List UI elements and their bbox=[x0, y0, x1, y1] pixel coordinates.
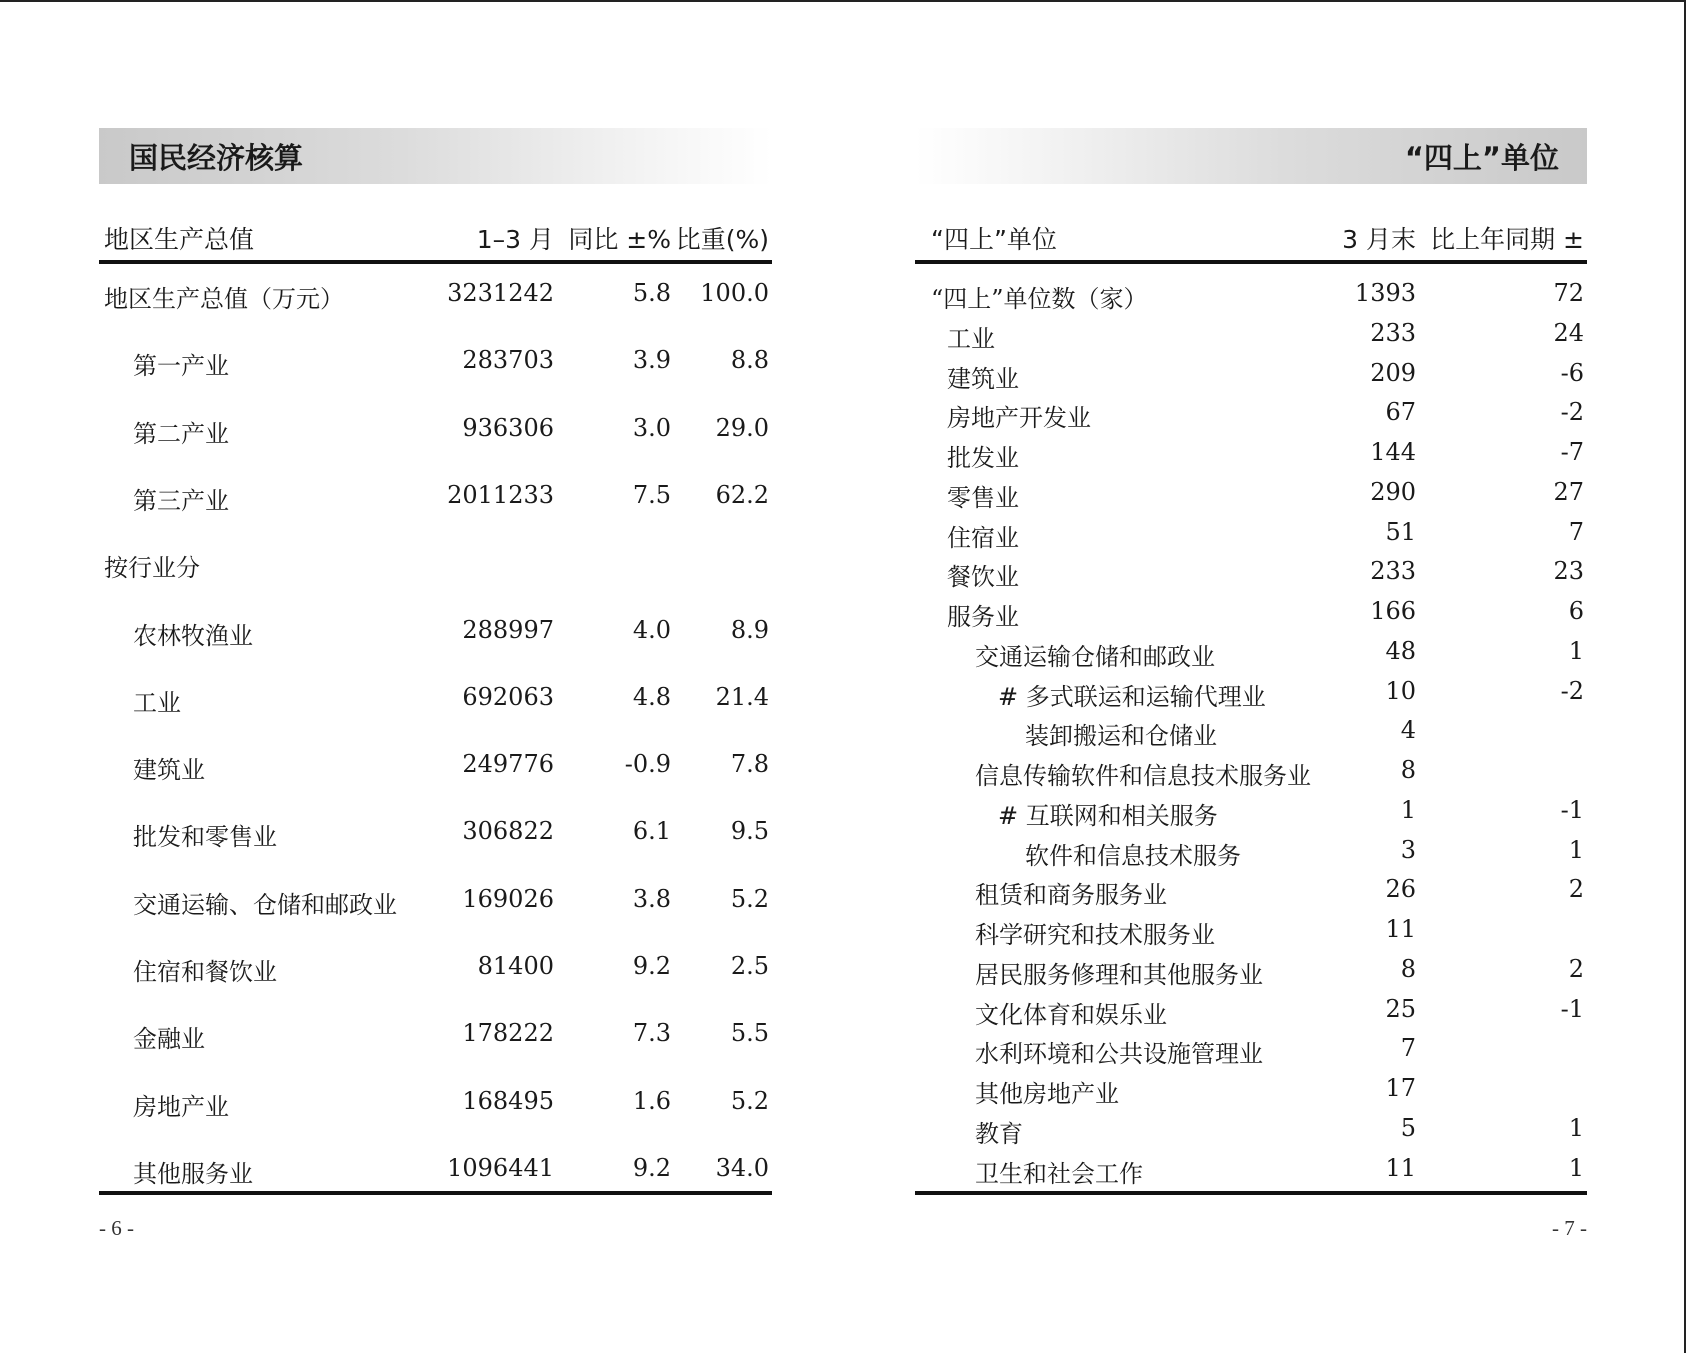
row-label: 工业 bbox=[133, 688, 181, 717]
row-label: 住宿和餐饮业 bbox=[133, 958, 277, 986]
row-count: 11 bbox=[1385, 915, 1416, 943]
row-label: 第二产业 bbox=[133, 419, 229, 448]
row-diff: 1 bbox=[1568, 1113, 1584, 1142]
row-yoy: 3.0 bbox=[632, 413, 671, 442]
row-label: 零售业 bbox=[947, 483, 1019, 512]
row-count: 7 bbox=[1400, 1034, 1416, 1063]
row-diff: 1 bbox=[1568, 835, 1584, 864]
row-label: 第三产业 bbox=[133, 486, 229, 515]
header-yoy: 同比 ±% bbox=[568, 225, 671, 254]
section-title: “四上”单位 bbox=[1404, 140, 1559, 175]
row-share: 7.8 bbox=[730, 750, 769, 779]
row-label: 租赁和商务服务业 bbox=[975, 881, 1167, 910]
row-label: 建筑业 bbox=[947, 364, 1019, 393]
row-diff: -1 bbox=[1560, 795, 1584, 824]
header-name: “四上”单位 bbox=[931, 225, 1057, 254]
row-share: 5.2 bbox=[730, 1086, 769, 1115]
row-label: 文化体育和娱乐业 bbox=[975, 1000, 1167, 1029]
header-diff: 比上年同期 ± bbox=[1430, 225, 1584, 254]
row-label: 科学研究和技术服务业 bbox=[975, 921, 1215, 949]
page-number: - 7 - bbox=[1552, 1216, 1587, 1240]
row-count: 11 bbox=[1385, 1153, 1416, 1182]
row-count: 48 bbox=[1385, 636, 1416, 665]
row-count: 10 bbox=[1385, 676, 1416, 705]
row-diff: -2 bbox=[1560, 676, 1584, 705]
row-share: 8.8 bbox=[730, 346, 769, 375]
section-banner-left bbox=[99, 128, 772, 184]
row-label: 工业 bbox=[947, 324, 995, 353]
row-yoy: 3.8 bbox=[632, 884, 671, 913]
row-diff: 1 bbox=[1568, 636, 1584, 665]
row-share: 62.2 bbox=[715, 480, 769, 509]
row-label: 其他房地产业 bbox=[975, 1080, 1119, 1108]
header-count: 3 月末 bbox=[1342, 225, 1416, 254]
row-label: 批发业 bbox=[947, 444, 1019, 472]
row-count: 144 bbox=[1370, 438, 1416, 466]
row-label: 按行业分 bbox=[104, 554, 200, 583]
row-share: 29.0 bbox=[715, 413, 769, 442]
row-value: 3231242 bbox=[447, 279, 554, 307]
row-share: 9.5 bbox=[730, 817, 769, 846]
row-label: 第一产业 bbox=[133, 352, 229, 381]
row-yoy: -0.9 bbox=[624, 750, 671, 779]
row-share: 5.5 bbox=[730, 1019, 769, 1048]
row-label: 房地产业 bbox=[133, 1092, 229, 1121]
row-value: 692063 bbox=[462, 682, 554, 711]
row-label: 装卸搬运和仓储业 bbox=[1025, 722, 1217, 751]
row-yoy: 9.2 bbox=[632, 1153, 671, 1182]
row-value: 1096441 bbox=[447, 1153, 554, 1182]
row-count: 17 bbox=[1385, 1074, 1416, 1102]
row-label: 卫生和社会工作 bbox=[975, 1159, 1143, 1188]
row-count: 1 bbox=[1400, 795, 1416, 824]
page-number: - 6 - bbox=[99, 1216, 134, 1240]
row-diff: -1 bbox=[1560, 994, 1584, 1023]
row-count: 26 bbox=[1385, 875, 1416, 904]
row-diff: 24 bbox=[1553, 318, 1584, 347]
row-value: 283703 bbox=[462, 346, 554, 375]
row-count: 5 bbox=[1400, 1113, 1416, 1142]
row-yoy: 3.9 bbox=[632, 346, 671, 375]
row-yoy: 1.6 bbox=[632, 1086, 671, 1115]
row-label: 批发和零售业 bbox=[133, 823, 277, 852]
row-value: 249776 bbox=[462, 750, 554, 779]
row-label: 居民服务修理和其他服务业 bbox=[975, 960, 1263, 989]
row-yoy: 4.0 bbox=[632, 615, 671, 644]
units-table-header bbox=[915, 214, 1587, 264]
row-count: 25 bbox=[1385, 994, 1416, 1023]
row-count: 4 bbox=[1400, 716, 1416, 745]
row-label: 服务业 bbox=[947, 603, 1019, 631]
row-label: 农林牧渔业 bbox=[133, 621, 253, 650]
row-label: 地区生产总值（万元） bbox=[104, 285, 344, 313]
row-count: 209 bbox=[1370, 358, 1416, 387]
row-label: 金融业 bbox=[133, 1025, 205, 1054]
row-yoy: 7.3 bbox=[632, 1019, 671, 1048]
row-yoy: 7.5 bbox=[632, 480, 671, 509]
row-diff: -6 bbox=[1560, 358, 1584, 387]
row-count: 166 bbox=[1370, 597, 1416, 625]
section-title: 国民经济核算 bbox=[129, 140, 304, 175]
row-share: 21.4 bbox=[715, 682, 769, 711]
row-label: 住宿业 bbox=[947, 523, 1019, 552]
header-share: 比重(%) bbox=[675, 225, 769, 254]
row-label: 水利环境和公共设施管理业 bbox=[975, 1040, 1263, 1069]
row-label: 软件和信息技术服务 bbox=[1025, 841, 1241, 870]
top-border bbox=[0, 0, 1686, 2]
row-count: 290 bbox=[1370, 477, 1416, 506]
row-share: 5.2 bbox=[730, 884, 769, 913]
row-yoy: 6.1 bbox=[632, 817, 671, 846]
row-label: “四上”单位数（家） bbox=[931, 285, 1148, 313]
row-label: 建筑业 bbox=[133, 756, 205, 785]
row-diff: 2 bbox=[1568, 954, 1584, 983]
row-value: 306822 bbox=[462, 817, 554, 846]
row-share: 8.9 bbox=[730, 615, 769, 644]
row-diff: 23 bbox=[1553, 557, 1584, 586]
row-diff: 27 bbox=[1553, 477, 1584, 506]
row-count: 8 bbox=[1400, 954, 1416, 983]
gdp-table-header bbox=[99, 214, 772, 264]
row-value: 81400 bbox=[477, 952, 554, 980]
row-yoy: 5.8 bbox=[632, 279, 671, 307]
row-share: 34.0 bbox=[715, 1153, 769, 1182]
row-label: 交通运输仓储和邮政业 bbox=[975, 642, 1215, 671]
row-label: 餐饮业 bbox=[947, 563, 1019, 592]
row-count: 1393 bbox=[1354, 279, 1416, 307]
row-label: 其他服务业 bbox=[133, 1159, 253, 1188]
row-diff: 6 bbox=[1568, 597, 1584, 625]
row-share: 2.5 bbox=[730, 952, 769, 980]
header-name: 地区生产总值 bbox=[104, 225, 255, 254]
row-label: 教育 bbox=[975, 1119, 1023, 1148]
table-bottom-rule bbox=[915, 1191, 1587, 1195]
row-diff: 72 bbox=[1553, 279, 1584, 307]
row-count: 233 bbox=[1370, 557, 1416, 586]
row-label: # 互联网和相关服务 bbox=[998, 801, 1218, 830]
row-count: 233 bbox=[1370, 318, 1416, 347]
row-label: # 多式联运和运输代理业 bbox=[998, 682, 1266, 711]
row-value: 168495 bbox=[462, 1086, 554, 1115]
row-value: 936306 bbox=[462, 413, 554, 442]
row-count: 3 bbox=[1400, 835, 1416, 864]
row-diff: 7 bbox=[1568, 517, 1584, 546]
row-yoy: 4.8 bbox=[632, 682, 671, 711]
row-count: 67 bbox=[1385, 398, 1416, 427]
row-label: 房地产开发业 bbox=[947, 404, 1091, 433]
row-value: 2011233 bbox=[447, 480, 554, 509]
row-count: 8 bbox=[1400, 756, 1416, 784]
row-count: 51 bbox=[1385, 517, 1416, 546]
row-value: 169026 bbox=[462, 884, 554, 913]
row-diff: -2 bbox=[1560, 398, 1584, 427]
row-label: 交通运输、仓储和邮政业 bbox=[133, 890, 397, 919]
row-diff: 2 bbox=[1568, 875, 1584, 904]
row-value: 288997 bbox=[462, 615, 554, 644]
section-banner-right bbox=[915, 128, 1587, 184]
row-diff: -7 bbox=[1560, 438, 1584, 466]
header-value: 1–3 月 bbox=[476, 225, 554, 254]
row-share: 100.0 bbox=[700, 279, 769, 307]
row-yoy: 9.2 bbox=[632, 952, 671, 980]
row-label: 信息传输软件和信息技术服务业 bbox=[975, 762, 1311, 790]
table-bottom-rule bbox=[99, 1191, 772, 1195]
row-value: 178222 bbox=[462, 1019, 554, 1048]
row-diff: 1 bbox=[1568, 1153, 1584, 1182]
